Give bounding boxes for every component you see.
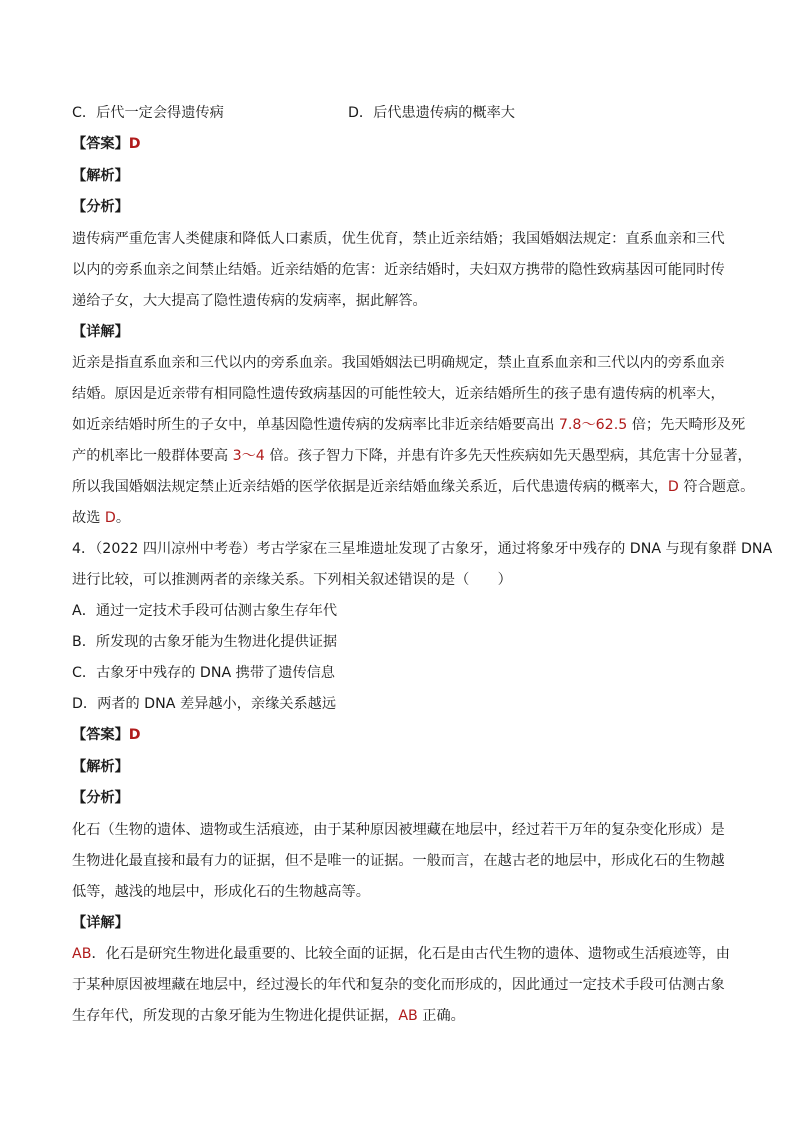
q4-stem-line: 4．（2022 四川凉州中考卷）考古学家在三星堆遗址发现了古象牙，通过将象牙中残存的 DNA 与现有象群 DNA xyxy=(72,541,773,557)
text-run: 正确。 xyxy=(417,1008,465,1024)
text-run: 如近亲结婚时所生的子女中，单基因隐性遗传病的发病率比非近亲结婚要高出 xyxy=(72,417,559,433)
q3-xiangjie-line: 结婚。原因是近亲带有相同隐性遗传致病基因的可能性较大，近亲结婚所生的孩子患有遗传病的机率大， xyxy=(72,386,725,402)
q4-fenxi-text xyxy=(72,815,725,908)
q4-answer xyxy=(72,720,722,752)
highlight-letter: D xyxy=(104,510,116,526)
document-page xyxy=(72,98,773,1032)
text-run: 故选 xyxy=(72,510,105,526)
q4-options xyxy=(72,596,722,720)
text-run: 产的机率比一般群体要高 xyxy=(72,448,233,464)
q4-option-d: D．两者的 DNA 差异越小，亲缘关系越远 xyxy=(72,696,337,712)
q4-xiangjie-text xyxy=(72,939,730,1032)
q4-fenxi-line: 低等，越浅的地层中，形成化石的生物越高等。 xyxy=(72,883,370,900)
q4-option-c: C．古象牙中残存的 DNA 携带了遗传信息 xyxy=(72,665,335,681)
text-run: 。 xyxy=(115,510,131,526)
q4-xiangjie-line xyxy=(72,939,730,970)
q3-options-cd xyxy=(72,98,722,129)
q4-stem xyxy=(72,534,773,596)
q3-xiangjie-line xyxy=(72,410,746,441)
q3-fenxi-line: 以内的旁系血亲之间禁止结婚。近亲结婚的危害：近亲结婚时，夫妇双方携带的隐性致病基因可能同时传 xyxy=(72,261,725,278)
q3-option-c: C．后代一定会得遗传病 xyxy=(72,105,224,121)
text-run: 符合题意。 xyxy=(678,479,755,495)
q3-conclusion xyxy=(72,503,722,534)
highlight-number: 7.8～62.5 xyxy=(558,417,628,433)
q4-xiangjie-line xyxy=(72,1001,722,1032)
q3-fenxi-line: 递给子女，大大提高了隐性遗传病的发病率，据此解答。 xyxy=(72,292,427,309)
q3-xiangjie-line xyxy=(72,441,752,472)
q3-fenxi-line: 遗传病严重危害人类健康和降低人口素质，优生优育，禁止近亲结婚；我国婚姻法规定：直系血亲和三代 xyxy=(72,230,725,247)
q4-answer-value: D xyxy=(128,727,141,743)
highlight-letter: D xyxy=(667,479,679,495)
q3-answer-label: 【答案】 xyxy=(72,136,129,152)
q4-option-a: A．通过一定技术手段可估测古象生存年代 xyxy=(72,603,338,619)
q4-fenxi-line: 化石（生物的遗体、遗物或生活痕迹，由于某种原因被埋藏在地层中，经过若干万年的复杂变化形成）是 xyxy=(72,821,725,838)
text-run: 倍。孩子智力下降，并患有许多先天性疾病如先天愚型病，其危害十分显著， xyxy=(264,448,752,464)
q4-xiangjie-label: 【详解】 xyxy=(72,914,129,931)
q3-xiangjie-line: 近亲是指直系血亲和三代以内的旁系血亲。我国婚姻法已明确规定，禁止直系血亲和三代以内的旁系血亲 xyxy=(72,355,725,371)
q3-jiexi-label: 【解析】 xyxy=(72,167,129,184)
text-run: 倍；先天畸形及死 xyxy=(627,417,746,433)
highlight-letter: AB xyxy=(72,946,92,962)
q3-option-d: D．后代患遗传病的概率大 xyxy=(348,105,515,121)
q3-xiangjie-label: 【详解】 xyxy=(72,323,129,340)
q3-xiangjie-text xyxy=(72,348,755,534)
q4-xiangjie-line: 于某种原因被埋藏在地层中，经过漫长的年代和复杂的变化而形成的，因此通过一定技术手段可估测古象 xyxy=(72,977,725,993)
q3-fenxi-text xyxy=(72,224,725,317)
text-run: ．化石是研究生物进化最重要的、比较全面的证据，化石是由古代生物的遗体、遗物或生活痕迹等，由 xyxy=(91,946,730,962)
q3-answer-value: D xyxy=(128,136,141,152)
q4-jiexi-label: 【解析】 xyxy=(72,758,129,775)
q4-fenxi-label: 【分析】 xyxy=(72,790,129,806)
q4-fenxi-line: 生物进化最直接和最有力的证据，但不是唯一的证据。一般而言，在越古老的地层中，形成化石的生物越 xyxy=(72,852,725,869)
q3-xiangjie-line xyxy=(72,472,755,503)
q3-fenxi-label: 【分析】 xyxy=(72,199,129,215)
q3-answer xyxy=(72,129,722,161)
q4-answer-label: 【答案】 xyxy=(72,727,129,743)
highlight-number: 3～4 xyxy=(232,448,265,464)
text-run: 生存年代，所发现的古象牙能为生物进化提供证据， xyxy=(72,1008,399,1024)
q4-stem-line: 进行比较，可以推测两者的亲缘关系。下列相关叙述错误的是（ ） xyxy=(72,572,512,588)
highlight-letter: AB xyxy=(398,1008,418,1024)
text-run: 所以我国婚姻法规定禁止近亲结婚的医学依据是近亲结婚血缘关系近，后代患遗传病的概率大， xyxy=(72,479,668,495)
q4-option-b: B．所发现的古象牙能为生物进化提供证据 xyxy=(72,634,338,650)
